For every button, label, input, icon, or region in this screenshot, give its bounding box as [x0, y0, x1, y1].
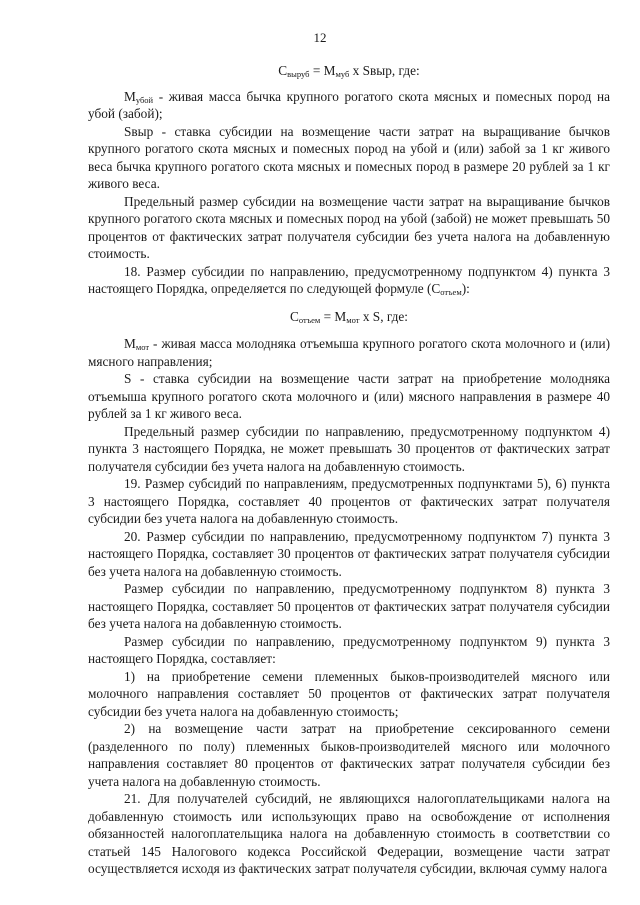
formula-otyem: $С_{отъем} = М_{мот}$ х S, где:: [290, 308, 408, 325]
paragraph-20-c: Размер субсидии по направлению, предусмотренному подпунктом 9) пункта 3 настоящего Порядка, составляет:: [88, 633, 610, 666]
paragraph-20: 20. Размер субсидии по направлению, предусмотренному подпунктом 7) пункта 3 настоящего Порядка, составляет 30 процентов от фактических затрат получателя субсидии без учета налога на добавленную стоимость.: [88, 528, 610, 579]
paragraph-20-c-2: 2) на возмещение части затрат на приобретение сексированного семени (разделенного по полу) племенных быков-производителей мясного или молочного направления составляет 80 процентов от фактических затрат получателя субсидии без учета налога на добавленную стоимость.: [88, 721, 610, 789]
formula-vyrub: $С_{выруб} = М_{муб}$ х Sвыр, где:: [278, 63, 420, 79]
paragraph-20-b: Размер субсидии по направлению, предусмотренному подпунктом 8) пункта 3 настоящего Порядка, составляет 50 процентов от фактических затрат получателя субсидии без учета налога на добавленную стоимость.: [88, 581, 610, 631]
paragraph-20-c-1: 1) на приобретение семени племенных быков-производителей мясного или молочного направления составляет 50 процентов от фактических затрат получателя субсидии без учета налога на добавленную стоимость;: [88, 668, 610, 719]
paragraph-19: 19. Размер субсидий по направлениям, предусмотренных подпунктами 5), 6) пункта 3 настоящего Порядка, составляет 40 процентов от фактических затрат получателя субсидии без учета налога на добавленную стоимость.: [88, 476, 610, 526]
definition-s-vyr: Sвыр - ставка субсидии на возмещение части затрат на выращивание бычков крупного рогатого скота мясных и помесных пород на убой и (или) забой за 1 кг живого веса бычка крупного рогатого скота мясных и помесных пород в размере 20 рублей за 1 кг живого веса.: [88, 123, 610, 191]
definition-s: S - ставка субсидии на возмещение части затрат на приобретение молодняка отъемыша крупного рогатого скота молочного и (или) мясного направления в размере 40 рублей за 1 кг живого веса.: [88, 371, 610, 421]
definition-m-uboy: $М_{убой}$ - живая масса бычка крупного рогатого скота мясных и помесных пород на убой (забой);: [88, 88, 610, 121]
paragraph-21: 21. Для получателей субсидий, не являющихся налогоплательщиками налога на добавленную стоимость или использующих право на освобождение от исполнения обязанностей налогоплательщика налога на добавленную стоимость в соответствии со статьей 145 Налогового кодекса Российской Федерации, возмещение части затрат осуществляется исходя из фактических затрат получателя субсидии, включая сумму налога: [88, 791, 610, 876]
definition-m-mot: $М_{мот}$ - живая масса молодняка отъемыша крупного рогатого скота молочного и (или) мясного направления;: [88, 336, 610, 369]
paragraph-limit-2: Предельный размер субсидии по направлению, предусмотренному подпунктом 4) пункта 3 настоящего Порядка, не может превышать 30 процентов от фактических затрат получателя субсидии без учета налога на добавленную стоимость.: [88, 423, 610, 474]
paragraph-18: 18. Размер субсидии по направлению, предусмотренному подпунктом 4) пункта 3 настоящего Порядка, определяется по следующей формуле $(С_{отъем})$:: [88, 263, 610, 297]
document-body: [88, 58, 610, 878]
page-number: 12: [313, 30, 327, 45]
paragraph-limit-1: Предельный размер субсидии на возмещение части затрат на выращивание бычков крупного рогатого скота мясных и помесных пород на убой (забой) не может превышать 50 процентов от фактических затрат получателя субсидии без учета налога на добавленную стоимость.: [88, 193, 610, 261]
